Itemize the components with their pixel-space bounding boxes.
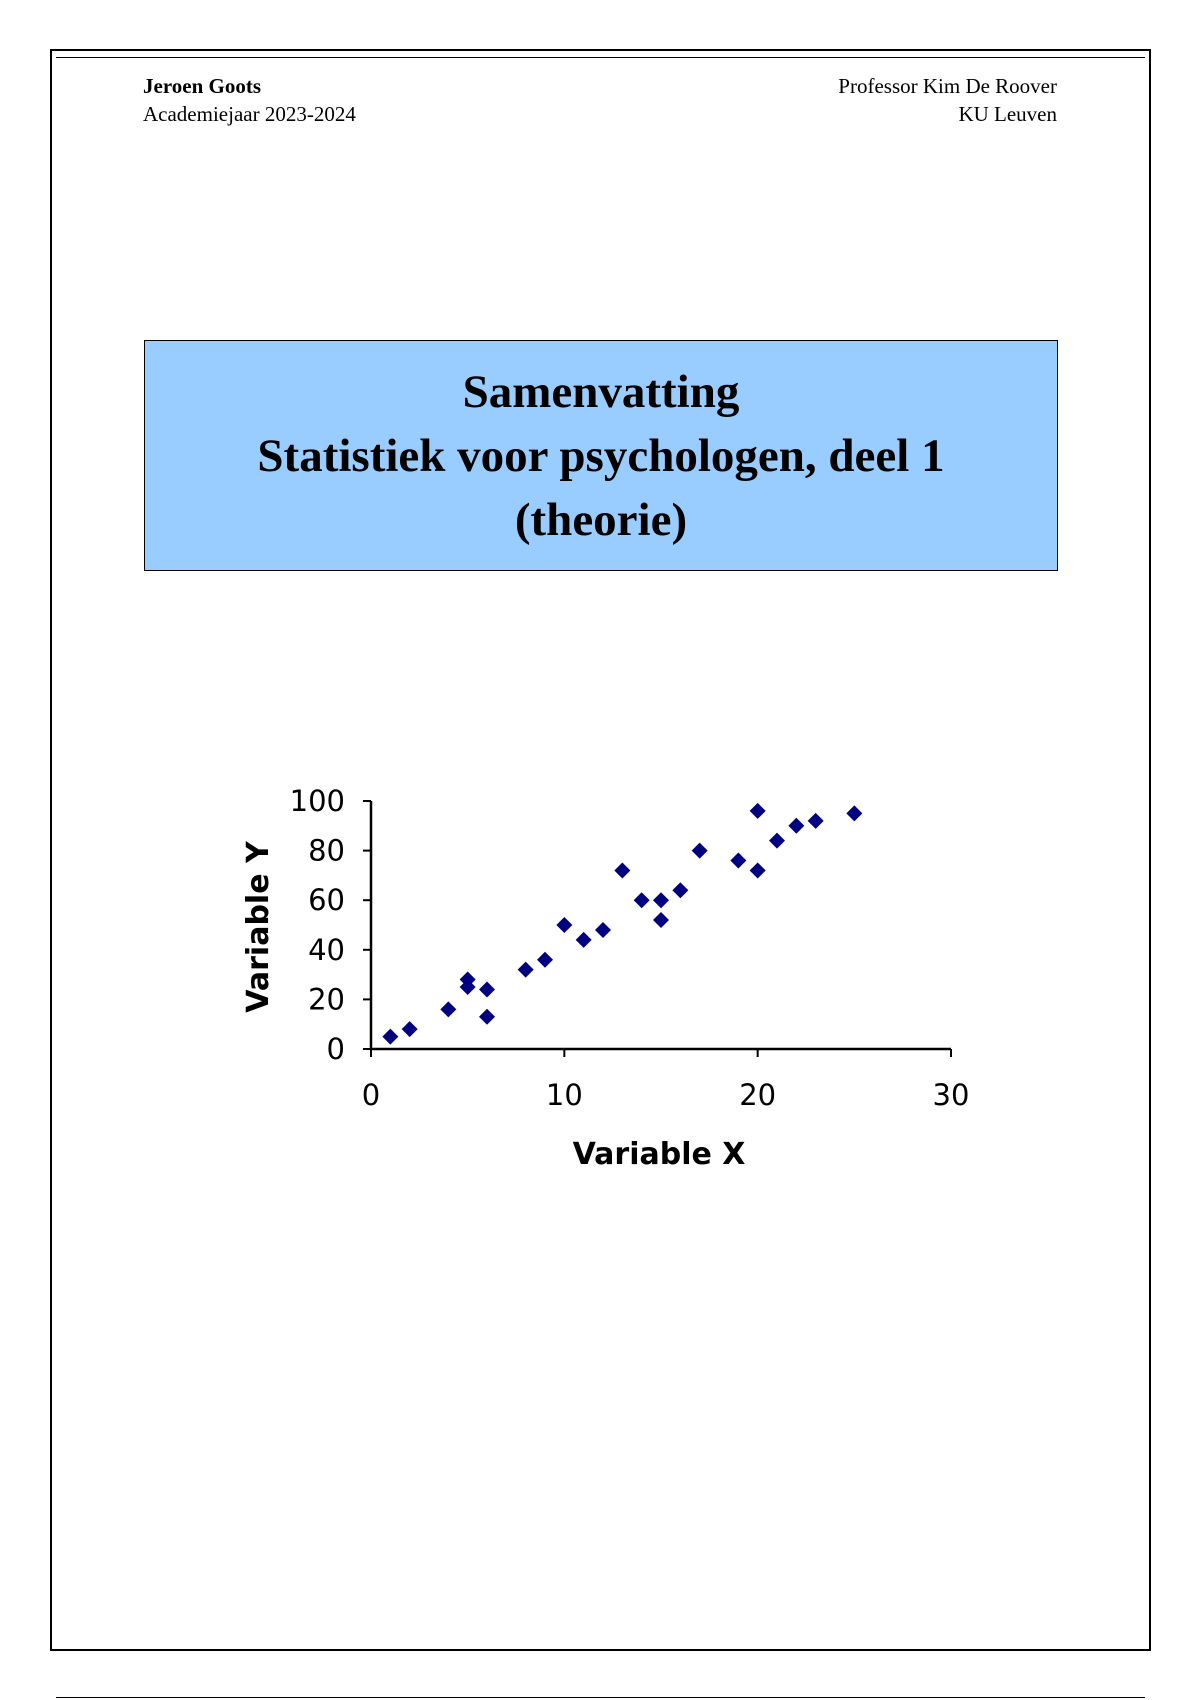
y-tick-label: 40: [308, 932, 345, 967]
y-tick-label: 0: [326, 1032, 345, 1066]
data-point: [808, 813, 824, 829]
x-tick-label: 0: [361, 1078, 381, 1112]
y-tick-label: 100: [289, 784, 345, 818]
data-point: [537, 952, 553, 968]
y-tick-label: 20: [308, 982, 345, 1017]
title-line-2: Statistiek voor psychologen, deel 1: [257, 429, 945, 482]
x-axis-title: Variable X: [572, 1137, 746, 1172]
author-name: Jeroen Goots: [143, 74, 262, 98]
x-tick-label: 30: [932, 1078, 970, 1112]
data-point: [672, 882, 688, 898]
data-point: [518, 962, 534, 978]
data-point: [382, 1029, 398, 1045]
data-point: [653, 892, 669, 908]
data-point: [556, 917, 572, 933]
data-point: [595, 922, 611, 938]
footer-rule: [56, 1697, 1145, 1698]
data-point: [750, 803, 766, 819]
academic-year: Academiejaar 2023-2024: [143, 102, 356, 126]
y-tick-label: 80: [308, 833, 345, 868]
scatter-points: [382, 803, 862, 1045]
x-tick-label: 10: [545, 1078, 583, 1112]
data-point: [653, 912, 669, 928]
data-point: [730, 853, 746, 869]
data-point: [479, 1009, 495, 1025]
data-point: [769, 833, 785, 849]
y-tick-label: 60: [308, 883, 345, 918]
data-point: [614, 862, 630, 878]
data-point: [788, 818, 804, 834]
data-point: [402, 1021, 418, 1037]
title-line-1: Samenvatting: [462, 365, 740, 418]
university-name: KU Leuven: [958, 102, 1057, 126]
data-point: [750, 862, 766, 878]
title-line-3: (theorie): [514, 493, 688, 546]
data-point: [440, 1001, 456, 1017]
data-point: [576, 932, 592, 948]
data-point: [692, 843, 708, 859]
y-axis-title: Variable Y: [241, 841, 276, 1013]
data-point: [846, 805, 862, 821]
axis-ticks: [363, 801, 951, 1057]
professor-name: Professor Kim De Roover: [838, 74, 1057, 98]
axis-tick-labels: [290, 784, 970, 1112]
x-tick-label: 20: [739, 1078, 777, 1112]
data-point: [479, 981, 495, 997]
data-point: [634, 892, 650, 908]
